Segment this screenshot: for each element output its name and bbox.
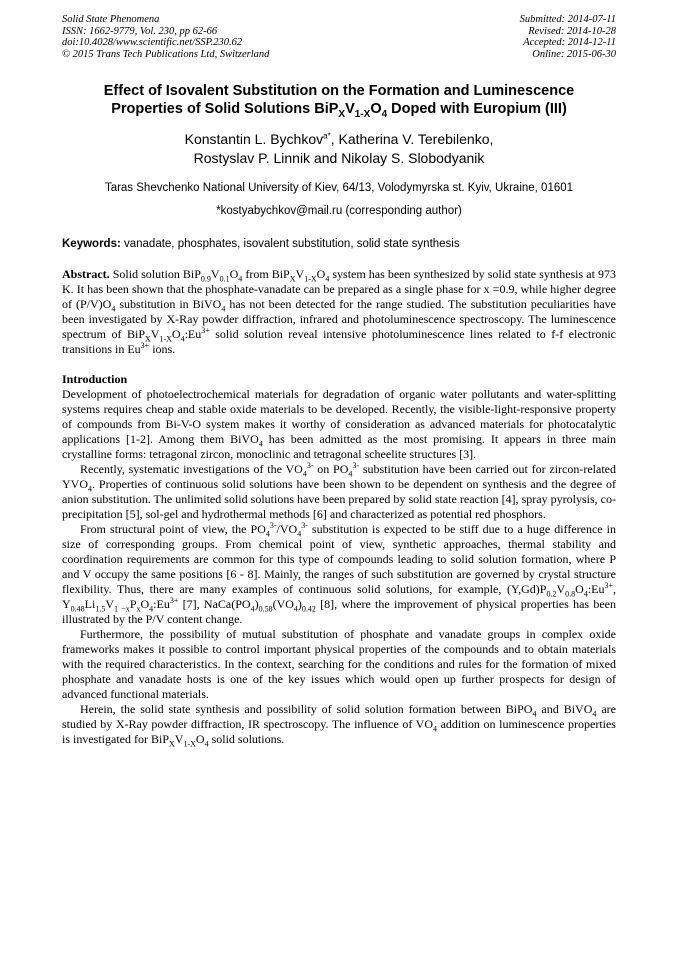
title-line-1: Effect of Isovalent Substitution on the Formation and Luminescence — [103, 83, 575, 99]
intro-paragraph-5: Herein, the solid state synthesis and possibility of solid solution formation between BiPO$_4$ and BiVO$_4$ are studied by X-Ray powder diffraction, IR spectroscopy. The influence of $VO_4$ addition on luminescence properties is investigated for $BiP_XV_{1-X}O_4$ solid solutions. — [62, 702, 616, 749]
accepted-date: Accepted: 2014-12-11 — [523, 37, 616, 48]
abstract-label: Abstract. — [62, 267, 110, 281]
keywords-label: Keywords: — [62, 238, 121, 250]
section-heading-introduction: Introduction — [62, 372, 128, 386]
keywords — [62, 237, 616, 252]
affiliation: Taras Shevchenko National University of Kiev, 64/13, Volodymyrska st. Kyiv, Ukraine, 01601 — [104, 182, 574, 194]
intro-paragraph-2: Recently, systematic investigations of the $VO_4^{3-}$ on $PO_4^{3-}$ substitution have been carried out for zircon-related $YVO_4$. Properties of continuous solid solutions have been shown to be dependent on synthesis and the degree of anion substitution. The unlimited solid solutions have been prepared by solid state reaction [4], spray pyrolysis, co-precipitation [5], sol-gel and hydrothermal methods [6] and characterized as potential red phosphors. — [62, 461, 616, 521]
author-list — [62, 130, 616, 168]
publication-header — [62, 14, 616, 60]
intro-paragraph-3: From structural point of view, the $PO_4^{3-}/VO_4^{3-}$ substitution is expected to be stiff due to a huge difference in size of corresponding groups. From chemical point of view, synthetic approaches, thermal stability and coordination requirements are common for this type of compounds leading to solid solution formation, where P and V occupy the same positions [6 - 8]. Mainly, the ranges of such substitution are governed by crystal structure flexibility. Thus, there are many examples of continuous solid solutions, for example, $(Y,Gd)P_{0.2}V_{0.8}O_4:Eu^{3+}$, $Y_{0.48}Li_{1.5}V_{1 -x}P_xO_4:Eu^{3+}$ [7], $NaCa(PO_4)_{0.58}(VO_4)_{0.42}$ [8], where the improvement of physical properties has been illustrated by the P/V content change. — [62, 521, 617, 626]
corresponding-email: *kostyabychkov@mail.ru (corresponding author) — [216, 205, 462, 217]
authors-line-2: Rostyslav P. Linnik and Nikolay S. Slobodyanik — [193, 150, 485, 166]
authors-line-1: Konstantin L. Bychkov$^{a*}$, Katherina V. Terebilenko, — [184, 131, 494, 147]
submitted-date: Submitted: 2014-07-11 — [519, 14, 616, 25]
paper-title — [62, 82, 616, 118]
keywords-text: vanadate, phosphates, isovalent substitution, solid state synthesis — [120, 238, 460, 250]
title-line-2: Properties of Solid Solutions $BiP_XV_{1-X}O_4$ Doped with Europium (III) — [111, 101, 567, 120]
intro-paragraph-4: Furthermore, the possibility of mutual substitution of phosphate and vanadate groups in complex oxide frameworks makes it possible to control important physical properties of the compounds and to obtain materials with the required characteristics. In the context, searching for the conditions and rules for the formation of mixed phosphate and vanadate hosts is one of the key issues which would open up further prospects for design of advanced functional materials. — [62, 627, 616, 701]
journal-name: Solid State Phenomena — [62, 14, 160, 25]
issn-line: ISSN: 1662-9779, Vol. 230, pp 62-66 — [62, 25, 218, 37]
online-date: Online: 2015-06-30 — [532, 48, 616, 60]
dates-info — [520, 14, 616, 60]
doi-line: doi:10.4028/www.scientific.net/SSP.230.62 — [62, 37, 243, 48]
journal-info — [62, 14, 269, 60]
abstract: Abstract. Solid solution $BiP_{0.9}V_{0.1}O_4$ from $BiP_XV_{1-X}O_4$ system has been synthesized by solid state synthesis at 973 K. It has been shown that the phosphate-vanadate can be prepared as a single phase for x =0.9, while higher degree of $(P/V)O_4$ substitution in BiVO$_4$ has not been detected for the range studied. The substitution peculiarities have been investigated by X-Ray powder diffraction, infrared and photoluminescence spectroscopy. The luminescence spectrum of $BiP_XV_{1-X}O_4:Eu^{3+}$ solid solution reveal intensive photoluminescence lines related to f-f electronic transitions in $Eu^{3+}$ ions. — [62, 267, 616, 356]
revised-date: Revised: 2014-10-28 — [528, 25, 616, 37]
intro-paragraph-1: Development of photoelectrochemical materials for degradation of organic water pollutants and water-splitting systems requires cheap and stable oxide materials to be developed. Recently, the visible-light-responsive property of compounds from Bi-V-O system makes it worthy of consideration as advanced materials for photocatalytic applications [1-2]. Among them BiVO$_4$ has been admitted as the most promising. It appears in three main crystalline forms: tetragonal zircon, monoclinic and tetragonal scheelite structures [3]. — [62, 387, 616, 461]
copyright-line: © 2015 Trans Tech Publications Ltd, Switzerland — [62, 48, 270, 60]
